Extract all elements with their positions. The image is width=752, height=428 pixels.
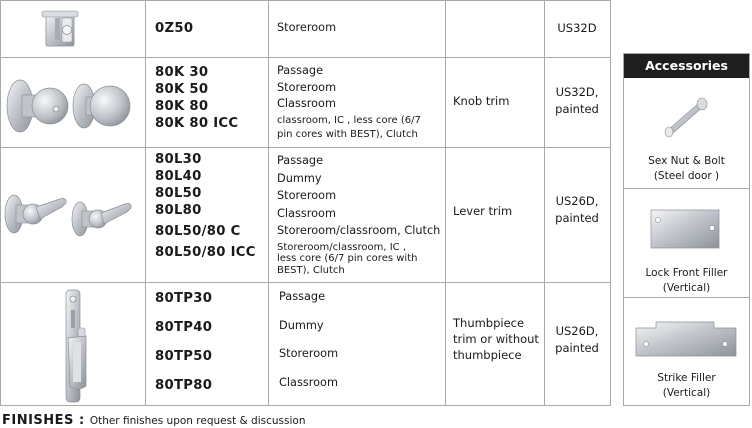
model-number: 80TP50	[155, 349, 213, 364]
function-list	[277, 20, 336, 37]
function-item: Storeroom	[277, 189, 337, 202]
model-list	[155, 151, 256, 261]
accessories-panel	[623, 53, 750, 406]
lock-front-filler-image	[624, 206, 749, 256]
model-number: 80TP40	[155, 320, 213, 335]
function-item: Storeroom	[277, 21, 337, 34]
function-item: Storeroom	[279, 347, 339, 360]
finish-value: US32D,	[555, 85, 599, 99]
accessory-label: (Steel door )	[653, 170, 720, 182]
function-item: Passage	[279, 290, 326, 303]
rim-cylinder-image	[0, 0, 145, 57]
model-number: 80L30	[155, 152, 202, 167]
function-item: Passage	[277, 64, 324, 77]
col-divider	[445, 0, 446, 406]
function-item: Classroom	[277, 97, 336, 110]
function-item: pin cores with BEST), Clutch	[277, 129, 418, 140]
finishes-note	[2, 409, 305, 428]
function-item: BEST), Clutch	[277, 264, 345, 276]
model-number: 0Z50	[155, 21, 194, 36]
model-list	[155, 64, 238, 132]
accessory-divider	[624, 297, 749, 298]
finishes-colon: :	[79, 413, 85, 428]
accessory-label: (Vertical)	[662, 387, 711, 399]
finish-cell	[544, 20, 610, 37]
col-divider	[610, 0, 611, 406]
thumbpiece-trim-image	[0, 282, 145, 405]
finish-value: painted	[555, 102, 599, 116]
function-item: less core (6/7 pin cores with	[277, 253, 418, 264]
accessory-label: Lock Front Filler	[645, 267, 728, 279]
table-row	[0, 147, 145, 282]
model-list	[155, 20, 193, 37]
col-divider	[268, 0, 269, 406]
strike-filler-image	[624, 316, 749, 366]
trim-cell	[453, 315, 539, 363]
model-number: 80K 30	[155, 65, 209, 80]
function-list	[277, 63, 421, 141]
finish-cell	[544, 193, 610, 227]
model-number: 80K 80	[155, 99, 209, 114]
accessory-divider	[624, 188, 749, 189]
table-row	[0, 0, 145, 57]
finish-value: US26D,	[555, 324, 599, 338]
function-item: Passage	[277, 154, 324, 167]
finish-value: US32D	[557, 21, 597, 35]
function-list	[277, 152, 440, 276]
function-item: Dummy	[279, 318, 324, 332]
function-item: Storeroom	[277, 80, 337, 94]
function-item: Storeroom/classroom, IC ,	[277, 241, 407, 253]
trim-cell	[453, 93, 509, 109]
col-divider	[145, 0, 146, 406]
table-row	[0, 57, 145, 147]
trim-value: thumbpiece	[453, 348, 522, 362]
lever-set-image	[0, 147, 145, 282]
finish-cell	[544, 84, 610, 118]
finish-value: painted	[555, 211, 599, 225]
table-border-bottom	[0, 405, 611, 406]
trim-value: Thumbpiece	[453, 316, 525, 330]
function-item: Dummy	[277, 171, 322, 185]
model-number: 80L40	[155, 169, 202, 184]
finish-value: painted	[555, 341, 599, 355]
table-row	[0, 282, 145, 405]
knob-set-image	[0, 57, 145, 147]
model-number: 80TP30	[155, 291, 213, 306]
model-list	[155, 290, 212, 394]
model-number: 80TP80	[155, 378, 213, 393]
model-number: 80L50	[155, 186, 202, 201]
trim-cell	[453, 203, 512, 219]
accessory-label: (Vertical)	[662, 282, 711, 294]
model-number: 80K 80 ICC	[155, 116, 239, 131]
trim-value: trim or without	[453, 332, 539, 346]
function-item: Classroom	[279, 375, 338, 389]
model-number: 80L80	[155, 203, 202, 218]
trim-value: Knob trim	[453, 94, 510, 108]
model-number: 80L50/80 ICC	[155, 245, 256, 260]
finishes-title: FINISHES	[2, 413, 74, 428]
function-item: classroom, IC , less core (6/7	[277, 114, 421, 126]
sex-nut-bolt-image	[624, 86, 749, 146]
trim-value: Lever trim	[453, 204, 513, 218]
model-number: 80K 50	[155, 82, 209, 97]
function-list	[279, 289, 338, 391]
finish-value: US26D,	[555, 194, 599, 208]
function-item: Storeroom/classroom, Clutch	[277, 224, 441, 237]
accessory-label: Strike Filler	[657, 372, 716, 384]
accessory-label: Sex Nut & Bolt	[648, 155, 725, 167]
finishes-note-text: Other finishes upon request & discussion	[89, 415, 306, 427]
finish-cell	[544, 323, 610, 357]
function-item: Classroom	[277, 206, 336, 220]
model-number: 80L50/80 C	[155, 224, 241, 239]
accessories-title: Accessories	[624, 54, 749, 78]
